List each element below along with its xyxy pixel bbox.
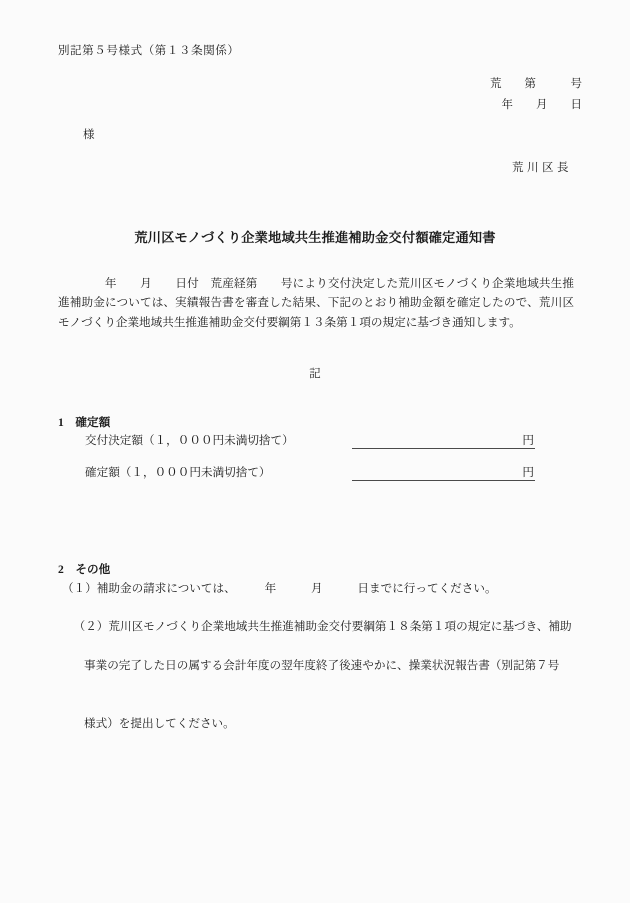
- document-date-line: 年 月 日: [501, 99, 582, 111]
- page-title: 荒川区モノづくり企業地域共生推進補助金交付額確定通知書: [134, 230, 496, 245]
- amount-row: [85, 432, 563, 452]
- amount-label-decided: 交付決定額（１，０００円未満切捨て）: [85, 434, 294, 447]
- issuer-name: 荒川区長: [512, 162, 572, 174]
- other-item-2: [62, 598, 574, 773]
- other-item-2-line-3: 様式）を提出してください。: [84, 717, 235, 731]
- other-item-2-line-2: 事業の完了した日の属する会計年度の翌年度終了後速やかに、操業状況報告書（別記第７号: [84, 659, 560, 673]
- section-2-heading: 2 その他: [58, 563, 111, 576]
- other-item-1: （１）補助金の請求については、 年 月 日までに行ってください。: [62, 582, 497, 595]
- amount-input-decided[interactable]: [352, 432, 535, 449]
- amount-row: [85, 464, 563, 484]
- form-number: 別記第５号様式（第１３条関係）: [58, 45, 240, 57]
- amount-label-final: 確定額（１，０００円未満切捨て）: [85, 466, 271, 479]
- other-item-2-line-1: （２）荒川区モノづくり企業地域共生推進補助金交付要綱第１８条第１項の規定に基づき、補助: [73, 620, 572, 634]
- body-paragraph: 年 月 日付 荒産経第 号により交付決定した荒川区モノづくり企業地域共生推進補助金については、実績報告書を審査した結果、下記のとおり補助金額を確定したので、荒川区モノづくり企業地域共生推進補助金交付要綱第１３条第１項の規定に基づき通知します。: [58, 277, 574, 329]
- document-meta-block: [490, 74, 582, 116]
- amount-input-final[interactable]: [352, 464, 535, 481]
- section-1-heading: 1 確定額: [58, 416, 111, 429]
- addressee-honorific: 様: [83, 129, 95, 141]
- record-marker: 記: [309, 368, 321, 380]
- amount-unit-final: 円: [522, 466, 534, 479]
- amount-unit-decided: 円: [522, 434, 534, 447]
- document-number-line: 荒 第 号: [490, 78, 582, 90]
